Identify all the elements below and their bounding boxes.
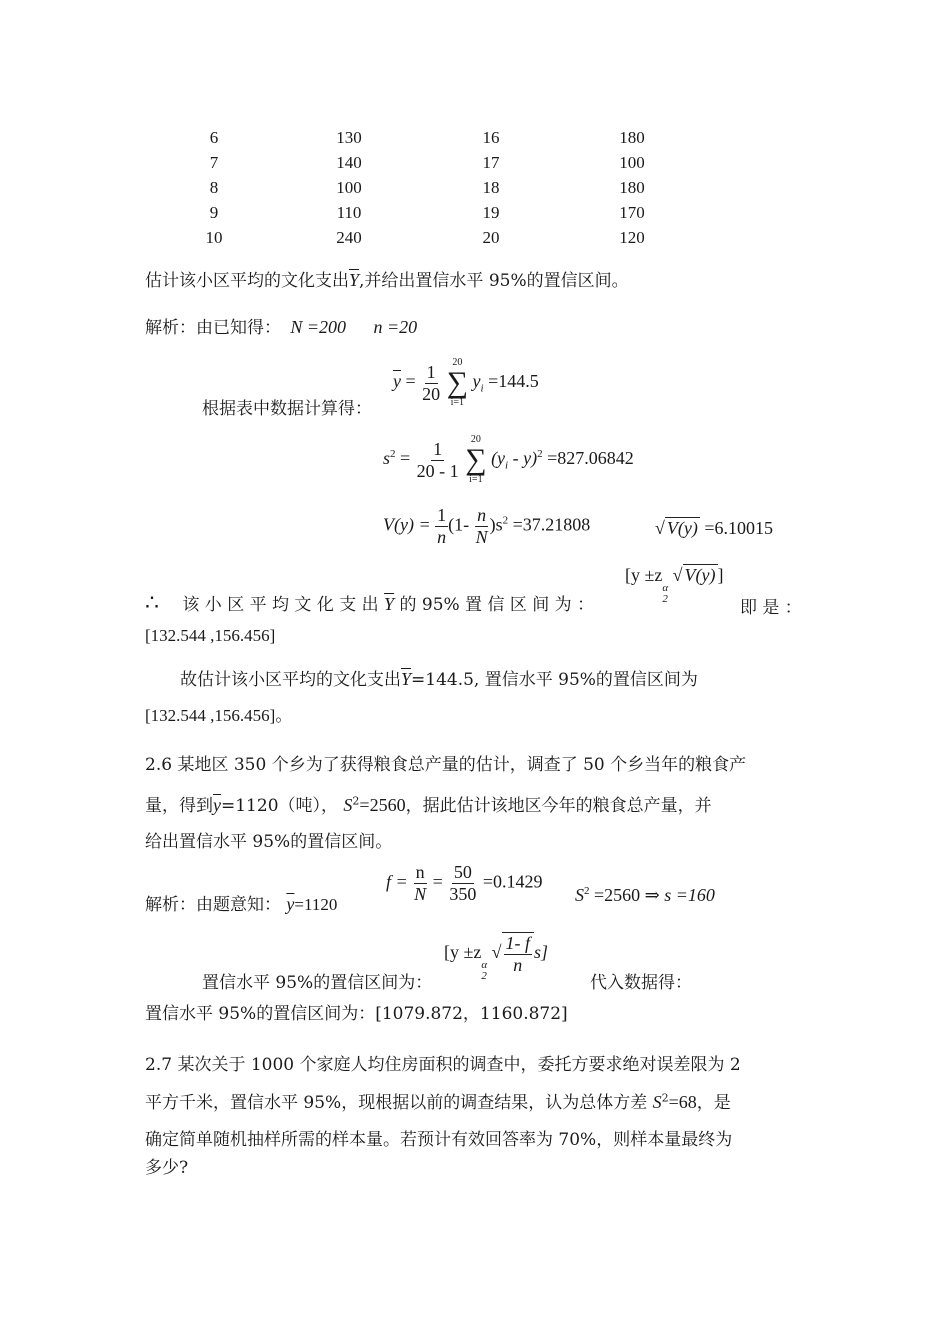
sum-symbol: 20 ∑ i=1 (446, 357, 469, 408)
sum-top: 20 (470, 434, 481, 445)
f-formula (386, 862, 542, 904)
frac-den: 20 - 1 (416, 460, 459, 481)
y-bar: $\overline{y}$ (213, 795, 221, 815)
S-sup: 2 (661, 1091, 669, 1105)
equals: = (405, 371, 416, 392)
p26-a: 量，得到 (145, 796, 213, 816)
table-cell: 18 (482, 177, 500, 197)
problem-2-6-line2 (145, 791, 807, 816)
table-cell: 100 (619, 153, 645, 173)
S-symbol: S (343, 795, 353, 815)
table-cell: 7 (209, 153, 219, 173)
problem-2-7-line1: 2.7 某次关于 1000 个家庭人均住房面积的调查中，委托方要求绝对误差限为 2 (145, 1055, 741, 1075)
table-cell: 130 (336, 128, 362, 148)
ci-alpha: α (481, 958, 488, 971)
n-value: n =20 (373, 317, 418, 337)
question-part-a: 估计该小区平均的文化支出 (145, 271, 349, 291)
table-cell: 120 (619, 227, 645, 247)
S-symbol: S (652, 1092, 662, 1112)
therefore-symbol: ∴ (145, 591, 159, 616)
calc-label: 根据表中数据计算得： (202, 399, 372, 419)
frac-den: 350 (449, 883, 477, 904)
table-cell: 16 (482, 128, 500, 148)
fraction-n-N (474, 505, 490, 547)
V-value: =37.21808 (512, 514, 591, 535)
frac-den: 20 (422, 383, 441, 404)
p26-ci-label: 置信水平 95%的置信区间为： (202, 973, 433, 993)
V-tail: )s (489, 514, 503, 535)
fraction-n-N (412, 862, 428, 904)
yi: y (472, 371, 481, 392)
s2-body2: - y) (508, 448, 538, 469)
fraction-50-350 (447, 862, 478, 904)
sqrt-V-body: V(y) (666, 518, 698, 538)
table-row (150, 176, 702, 201)
S-sup: 2 (352, 794, 360, 808)
S-value: =68 (668, 1092, 697, 1112)
table-row (150, 126, 702, 151)
p26-b: =1120（吨）， (221, 796, 339, 816)
ci-two: 2 (481, 969, 487, 982)
frac-den: n (513, 954, 523, 975)
sum-bottom: i=1 (469, 474, 483, 485)
table-cell: 6 (209, 128, 219, 148)
Y-bar: $\overline{Y}$ (384, 594, 395, 614)
table-row (150, 151, 702, 176)
ci-alpha: α (662, 582, 669, 594)
S-value: =2560 (359, 795, 406, 815)
conclusion-interval: [132.544 ,156.456]。 (145, 706, 293, 725)
frac-den: N (475, 526, 488, 547)
ci-text-b: 的 95% 置 信 区 间 为 ： (399, 595, 595, 615)
ci-statement (145, 590, 594, 616)
table-cell: 180 (619, 177, 645, 197)
S-symbol: S (575, 885, 584, 905)
frac-den: N (414, 883, 427, 904)
ci-text-a: 该 小 区 平 均 文 化 支 出 (182, 595, 379, 615)
problem-2-7-line4: 多少? (145, 1158, 189, 1178)
ci-tail: s] (534, 941, 549, 962)
problem-2-7-line2 (145, 1088, 731, 1113)
p27-b: ，是 (696, 1093, 731, 1113)
variance-formula (383, 505, 590, 547)
concl-b: =144.5, 置信水平 95%的置信区间为 (411, 670, 698, 690)
f-lhs: f = (386, 871, 408, 892)
ybar-symbol: $\overline{y}$ (393, 371, 401, 392)
p26-solution (145, 890, 337, 915)
table-cell: 240 (336, 227, 362, 247)
table-cell: 17 (482, 153, 500, 173)
p26-sol-label: 解析：由题意知： (145, 895, 281, 915)
p27-a: 平方千米，置信水平 95%，现根据以前的调查结果，认为总体方差 (145, 1093, 648, 1113)
Y-bar: $\overline{Y}$ (401, 669, 412, 689)
V-sup: 2 (502, 514, 509, 527)
concl-a: 故估计该小区平均的文化支出 (180, 670, 401, 690)
s-value: s =160 (664, 885, 715, 905)
table-cell: 170 (619, 202, 645, 222)
frac-num: 1 (437, 505, 447, 525)
solution-known (145, 313, 417, 338)
p26-ci-formula: [y ±z α 2 √ $\frac{1- f}{n}$ s] (444, 933, 549, 982)
s2-formula: $s^2$ = $\frac{1}{20 - 1}$ 20 ∑ i=1 $(y_i - y)^2 =827.06842$ (383, 434, 634, 485)
frac-den: n (437, 526, 447, 547)
frac-num: 1- f (505, 933, 531, 953)
N-value: N =200 (290, 317, 347, 337)
table-cell: 180 (619, 128, 645, 148)
s-symbol: s (383, 448, 391, 469)
ybar-value: =144.5 (488, 371, 539, 392)
S2-formula (575, 885, 715, 906)
frac-num: n (477, 505, 487, 525)
ci-formula-1: [y ±z α 2 √ V(y) ] (625, 565, 724, 605)
s2-body-sup: 2 (537, 448, 543, 461)
ci-close: ] (717, 565, 724, 585)
sqrt-V-value: =6.10015 (704, 518, 774, 538)
fraction-1-n (435, 505, 448, 547)
ci-open: [y ±z (444, 941, 482, 962)
s-sup: 2 (390, 448, 396, 461)
sum-bottom: i=1 (450, 397, 465, 408)
p26-ci-sub-label: 代入数据得： (590, 973, 692, 993)
problem-2-6-line3: 给出置信水平 95%的置信区间。 (145, 832, 393, 852)
table-cell: 9 (209, 202, 219, 222)
ci-interval: [132.544 ,156.456] (145, 626, 276, 645)
s2-body: (y (491, 448, 506, 469)
frac-num: n (415, 862, 425, 882)
V-lhs: V(y) = (383, 514, 431, 535)
y-bar: $\overline{y}$ (286, 894, 295, 914)
p26-sol-val: =1120 (294, 895, 338, 914)
sum-symbol-2: 20 ∑ i=1 (465, 434, 487, 485)
problem-2-7-line3: 确定简单随机抽样所需的样本量。若预计有效回答率为 70%，则样本量最终为 (145, 1130, 733, 1150)
fraction-1f-n (502, 932, 535, 975)
fraction-1-20 (420, 362, 442, 404)
ybar-formula (393, 358, 539, 408)
ci-two: 2 (662, 593, 668, 605)
equals: = (432, 871, 443, 892)
p26-c: ，据此估计该地区今年的粮食总产量，并 (405, 796, 712, 816)
p26-ci-result: 置信水平 95%的置信区间为：[1079.872，1160.872] (145, 1004, 568, 1024)
problem-2-6-line1: 2.6 某地区 350 个乡为了获得粮食总产量的估计，调查了 50 个乡当年的粮食产 (145, 755, 747, 775)
table-cell: 10 (205, 227, 223, 247)
s2-value: =827.06842 (547, 448, 634, 469)
fraction-1-19 (415, 439, 461, 481)
conclusion (180, 665, 807, 690)
ci-open: [y ±z (625, 565, 663, 585)
table-cell: 110 (336, 202, 362, 222)
S-sup: 2 (584, 885, 590, 897)
ci-sqrt: V(y) (684, 565, 716, 585)
table-cell: 100 (336, 177, 362, 197)
frac-num: 50 (453, 862, 472, 882)
frac-num: 1 (433, 438, 443, 459)
ci-text-c: 即 是 ： (740, 598, 802, 618)
Y-bar: $\overline{Y}$ (349, 270, 360, 290)
table-row (150, 200, 702, 225)
s2-body-sub: i (505, 459, 509, 472)
table-cell: 19 (482, 202, 500, 222)
frac-num: 1 (426, 361, 436, 382)
f-value: =0.1429 (482, 871, 543, 892)
solution-label: 解析：由已知得： (145, 318, 281, 338)
table-cell: 20 (482, 227, 500, 247)
question-text (145, 266, 629, 291)
table-cell: 140 (336, 153, 362, 173)
V-mid: (1- (448, 514, 470, 535)
sum-top: 20 (452, 357, 463, 368)
sqrt-V: √ V(y) =6.10015 (655, 518, 774, 538)
S2-value: =2560 ⇒ (594, 885, 660, 905)
data-table (150, 126, 702, 250)
table-row (150, 225, 702, 250)
yi-sub: i (480, 382, 484, 395)
question-part-b: ,并给出置信水平 95%的置信区间。 (359, 271, 629, 291)
table-cell: 8 (209, 177, 219, 197)
